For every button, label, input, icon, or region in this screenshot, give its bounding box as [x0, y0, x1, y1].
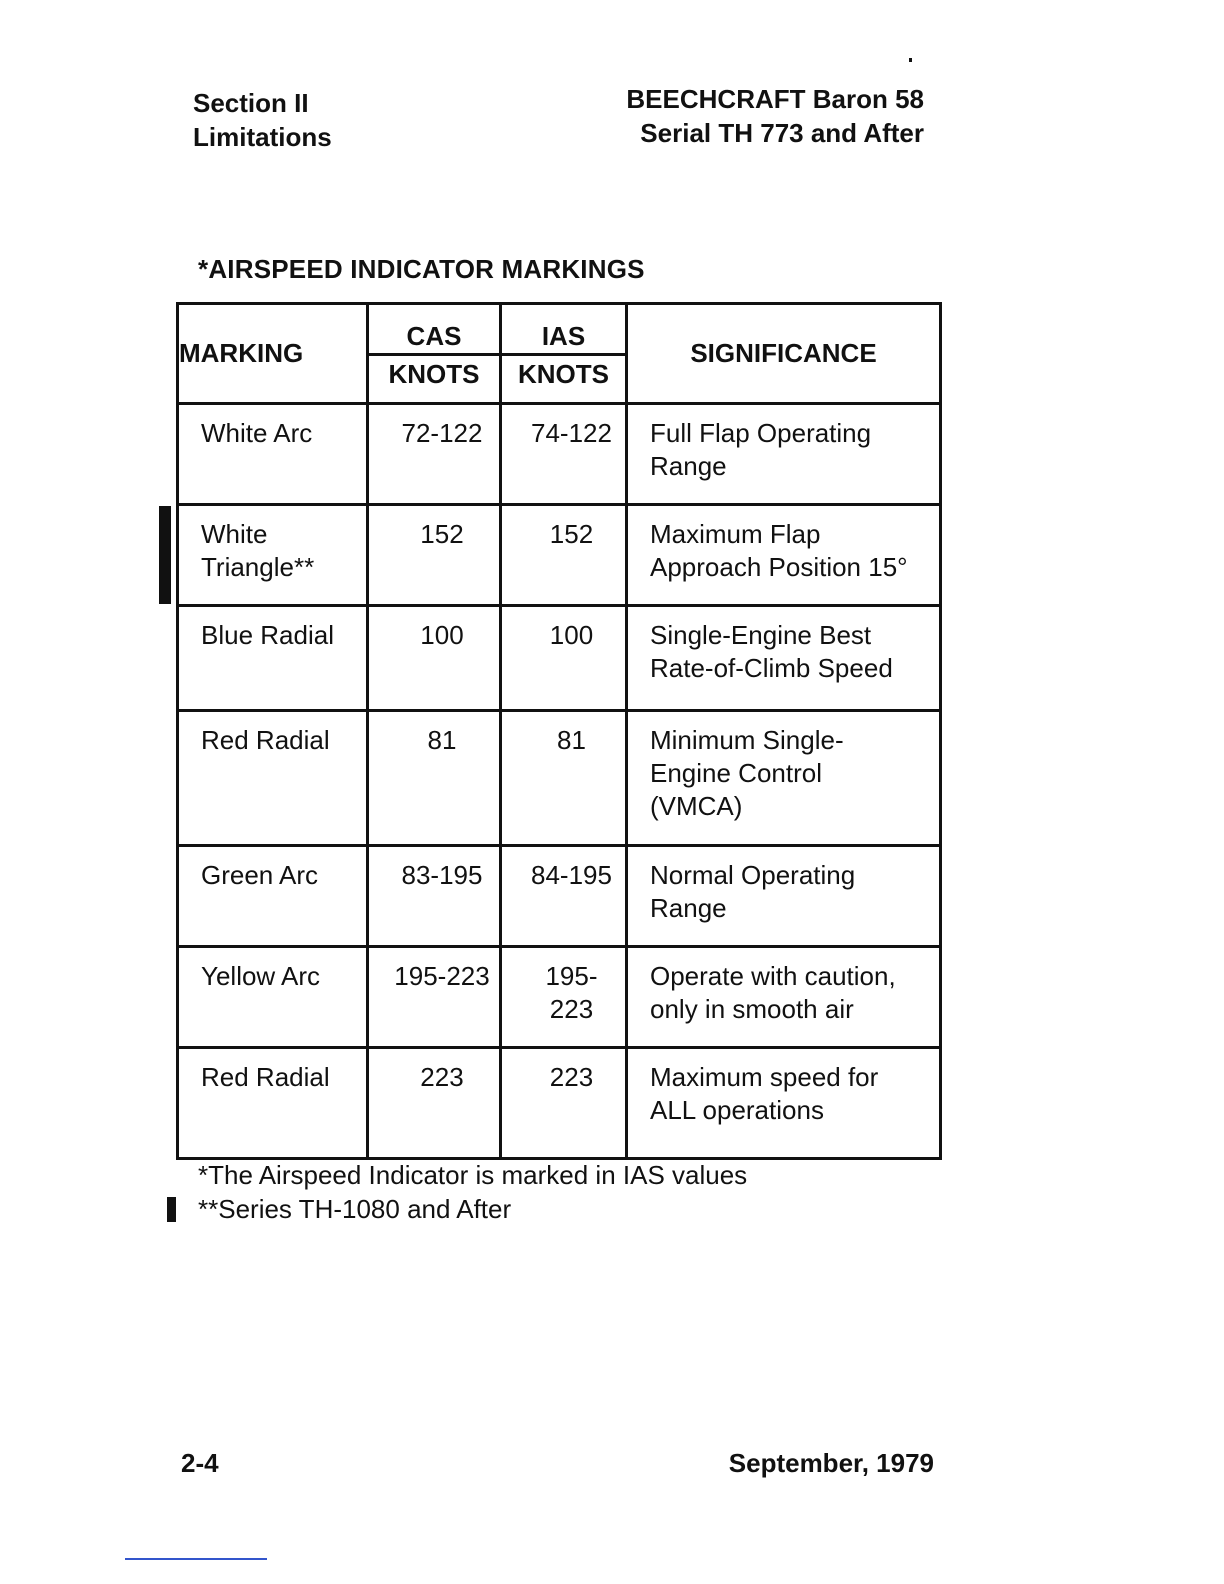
ias-cell: 223	[501, 1048, 627, 1159]
significance-text: Approach Position 15°	[650, 552, 908, 582]
ias-cell: 195-223	[501, 947, 627, 1048]
marking-cell	[178, 606, 368, 711]
aircraft-model: BEECHCRAFT Baron 58	[626, 84, 924, 114]
scan-speck	[909, 58, 912, 62]
significance-text: (VMCA)	[650, 791, 743, 821]
table-row	[178, 606, 941, 711]
cas-cell: 81	[368, 711, 501, 846]
table-row	[178, 711, 941, 846]
cas-cell: 195-223	[368, 947, 501, 1048]
marking-cell	[178, 1048, 368, 1159]
table-row	[178, 1048, 941, 1159]
table-row	[178, 505, 941, 606]
marking-cell	[178, 404, 368, 505]
significance-text: Single-Engine Best	[650, 620, 872, 650]
cas-cell: 100	[368, 606, 501, 711]
significance-text: Maximum speed for	[650, 1062, 879, 1092]
significance-cell	[627, 711, 941, 846]
table-footnotes	[198, 1158, 747, 1226]
serial-range: Serial TH 773 and After	[640, 118, 924, 148]
marking-text: White	[201, 519, 268, 549]
significance-text: only in smooth air	[650, 994, 854, 1024]
footnote-ias: *The Airspeed Indicator is marked in IAS values	[198, 1160, 748, 1190]
ias-header	[501, 304, 627, 404]
table-row	[178, 846, 941, 947]
section-label: Section II	[193, 88, 309, 118]
significance-text: ALL operations	[650, 1095, 824, 1125]
significance-text: Range	[650, 451, 727, 481]
significance-text: Operate with caution,	[650, 961, 896, 991]
marking-cell	[178, 846, 368, 947]
marking-text: Triangle**	[201, 552, 315, 582]
table-title: *AIRSPEED INDICATOR MARKINGS	[198, 254, 645, 284]
marking-cell	[178, 711, 368, 846]
significance-text: Normal Operating	[650, 860, 856, 890]
section-subtitle: Limitations	[193, 122, 332, 152]
cas-header-bottom: KNOTS	[388, 359, 480, 389]
ias-header-bottom: KNOTS	[518, 359, 609, 389]
airspeed-markings-table	[176, 302, 942, 1160]
cas-header	[368, 304, 501, 404]
significance-text: Engine Control	[650, 758, 822, 788]
header-section	[193, 86, 332, 154]
revision-bar	[167, 1197, 176, 1222]
ias-cell: 81	[501, 711, 627, 846]
significance-text: Full Flap Operating	[650, 418, 872, 448]
ias-cell: 74-122	[501, 404, 627, 505]
ias-cell: 152	[501, 505, 627, 606]
ias-cell: 100	[501, 606, 627, 711]
page-number: 2-4	[181, 1448, 219, 1478]
significance-cell	[627, 404, 941, 505]
revision-date: September, 1979	[728, 1448, 934, 1478]
marking-header: MARKING	[178, 304, 368, 404]
significance-text: Maximum Flap	[650, 519, 821, 549]
cas-cell: 223	[368, 1048, 501, 1159]
cas-header-top: CAS	[369, 305, 499, 356]
cas-cell: 72-122	[368, 404, 501, 505]
significance-cell	[627, 846, 941, 947]
marking-cell	[178, 505, 368, 606]
significance-text: Minimum Single-	[650, 725, 844, 755]
table-row	[178, 947, 941, 1048]
marking-text: White Arc	[201, 418, 313, 448]
significance-cell	[627, 947, 941, 1048]
significance-header: SIGNIFICANCE	[627, 304, 941, 404]
marking-text: Green Arc	[201, 860, 319, 890]
significance-cell	[627, 505, 941, 606]
table-row	[178, 404, 941, 505]
marking-text: Yellow Arc	[201, 961, 320, 991]
marking-text: Red Radial	[201, 725, 330, 755]
cas-cell: 83-195	[368, 846, 501, 947]
table-header-row	[178, 304, 941, 404]
marking-text: Blue Radial	[201, 620, 334, 650]
significance-cell	[627, 606, 941, 711]
bottom-rule	[125, 1558, 267, 1560]
marking-cell	[178, 947, 368, 1048]
ias-cell: 84-195	[501, 846, 627, 947]
significance-cell	[627, 1048, 941, 1159]
revision-bar	[159, 506, 171, 604]
significance-text: Range	[650, 893, 727, 923]
footnote-series: **Series TH-1080 and After	[198, 1194, 512, 1224]
significance-text: Rate-of-Climb Speed	[650, 653, 893, 683]
marking-text: Red Radial	[201, 1062, 330, 1092]
header-model	[626, 82, 924, 150]
ias-header-top: IAS	[502, 305, 625, 356]
cas-cell: 152	[368, 505, 501, 606]
